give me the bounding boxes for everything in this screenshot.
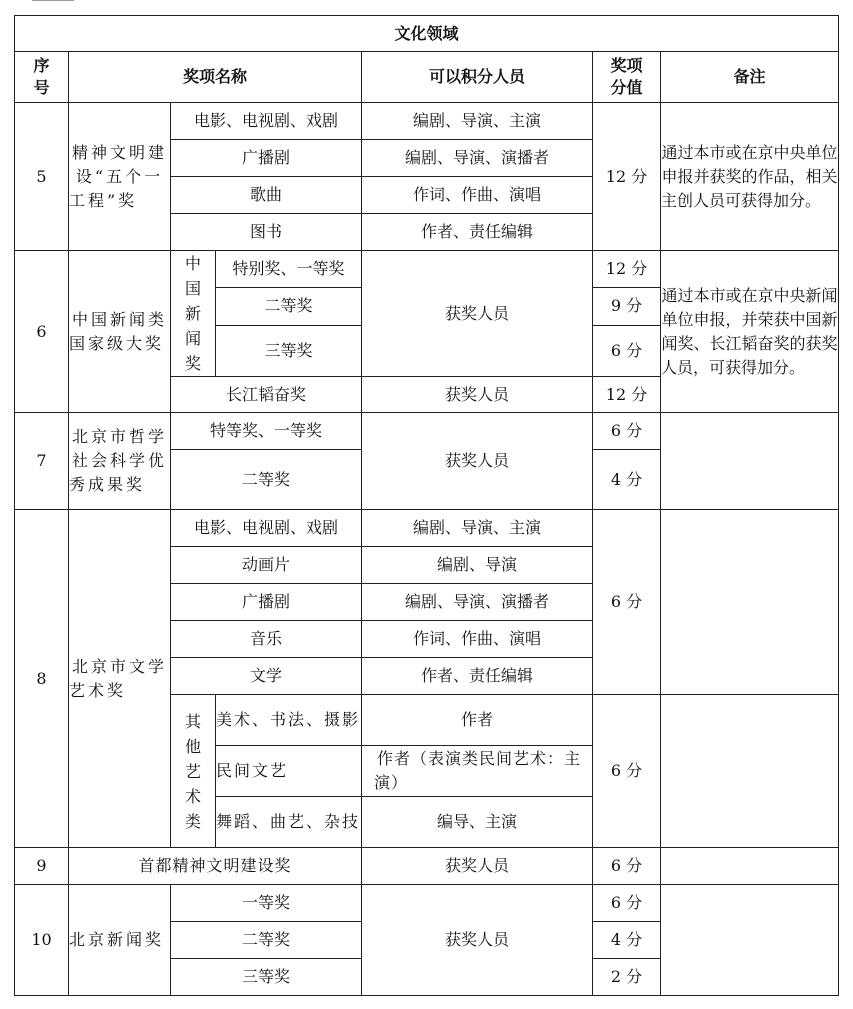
remark-empty xyxy=(661,413,839,510)
item-name: 图书 xyxy=(171,214,362,251)
row-no: 6 xyxy=(15,251,69,413)
item-people: 作者 xyxy=(362,695,593,746)
score: 6 分 xyxy=(593,510,661,695)
item-people: 获奖人员 xyxy=(362,413,593,510)
item-name: 音乐 xyxy=(171,621,362,658)
score: 4 分 xyxy=(593,922,661,959)
score: 12 分 xyxy=(593,103,661,251)
header-score: 奖项 分值 xyxy=(593,52,661,103)
sub-group-label: 中国新闻奖 xyxy=(171,251,216,377)
item-name: 长江韬奋奖 xyxy=(171,377,362,413)
award-name: 北京新闻奖 xyxy=(69,885,171,996)
table-title: 文化领域 xyxy=(15,16,839,52)
item-name: 二等奖 xyxy=(216,288,362,325)
item-name: 电影、电视剧、戏剧 xyxy=(171,510,362,547)
item-name: 广播剧 xyxy=(171,140,362,177)
award-name: 首都精神文明建设奖 xyxy=(69,848,362,885)
item-name: 电影、电视剧、戏剧 xyxy=(171,103,362,140)
score: 6 分 xyxy=(593,848,661,885)
award-name: 北京市哲学社会科学优秀成果奖 xyxy=(69,413,171,510)
award-name: 精神文明建设“五个一工程”奖 xyxy=(69,103,171,251)
top-rule xyxy=(32,0,74,1)
score: 12 分 xyxy=(593,377,661,413)
other-group-label: 其他艺术类 xyxy=(171,695,216,848)
item-people: 编剧、导演、主演 xyxy=(362,103,593,140)
item-people: 获奖人员 xyxy=(362,848,593,885)
item-name: 特等奖、一等奖 xyxy=(171,413,362,450)
remark-empty xyxy=(661,848,839,885)
item-name: 一等奖 xyxy=(171,885,362,922)
item-people: 编导、主演 xyxy=(362,797,593,848)
item-people: 获奖人员 xyxy=(362,885,593,996)
remark-empty xyxy=(661,510,839,695)
item-people: 作者、责任编辑 xyxy=(362,658,593,695)
item-name: 三等奖 xyxy=(171,959,362,996)
score: 9 分 xyxy=(593,288,661,325)
row-no: 10 xyxy=(15,885,69,996)
item-people: 编剧、导演、演播者 xyxy=(362,140,593,177)
item-name: 歌曲 xyxy=(171,177,362,214)
item-name: 民间文艺 xyxy=(216,746,362,797)
row-no: 8 xyxy=(15,510,69,848)
award-name: 北京市文学艺术奖 xyxy=(69,510,171,848)
item-people: 作者（表演类民间艺术：主演） xyxy=(362,746,593,797)
item-name: 二等奖 xyxy=(171,922,362,959)
item-people: 作者、责任编辑 xyxy=(362,214,593,251)
row-no: 9 xyxy=(15,848,69,885)
score: 2 分 xyxy=(593,959,661,996)
item-name: 动画片 xyxy=(171,547,362,584)
header-award-name: 奖项名称 xyxy=(69,52,362,103)
item-people: 获奖人员 xyxy=(362,377,593,413)
score: 6 分 xyxy=(593,885,661,922)
item-name: 二等奖 xyxy=(171,450,362,510)
item-name: 文学 xyxy=(171,658,362,695)
culture-awards-table xyxy=(14,15,839,996)
score: 6 分 xyxy=(593,413,661,450)
score: 6 分 xyxy=(593,695,661,848)
item-people: 编剧、导演、演播者 xyxy=(362,584,593,621)
item-name: 特别奖、一等奖 xyxy=(216,251,362,288)
item-name: 三等奖 xyxy=(216,325,362,376)
remark: 通过本市或在京中央新闻单位申报，并荣获中国新闻奖、长江韬奋奖的获奖人员，可获得加分。 xyxy=(661,251,839,413)
remark-empty xyxy=(661,885,839,996)
item-people: 获奖人员 xyxy=(362,251,593,377)
item-name: 广播剧 xyxy=(171,584,362,621)
header-remark: 备注 xyxy=(661,52,839,103)
remark: 通过本市或在京中央单位申报并获奖的作品，相关主创人员可获得加分。 xyxy=(661,103,839,251)
award-name: 中国新闻类国家级大奖 xyxy=(69,251,171,413)
remark-empty xyxy=(661,695,839,848)
score: 6 分 xyxy=(593,325,661,376)
item-people: 编剧、导演 xyxy=(362,547,593,584)
item-name: 美术、书法、摄影 xyxy=(216,695,362,746)
score: 4 分 xyxy=(593,450,661,510)
item-people: 作词、作曲、演唱 xyxy=(362,621,593,658)
header-people: 可以积分人员 xyxy=(362,52,593,103)
item-people: 作词、作曲、演唱 xyxy=(362,177,593,214)
item-people: 编剧、导演、主演 xyxy=(362,510,593,547)
row-no: 7 xyxy=(15,413,69,510)
row-no: 5 xyxy=(15,103,69,251)
score: 12 分 xyxy=(593,251,661,288)
item-name: 舞蹈、曲艺、杂技 xyxy=(216,797,362,848)
header-no: 序 号 xyxy=(15,52,69,103)
